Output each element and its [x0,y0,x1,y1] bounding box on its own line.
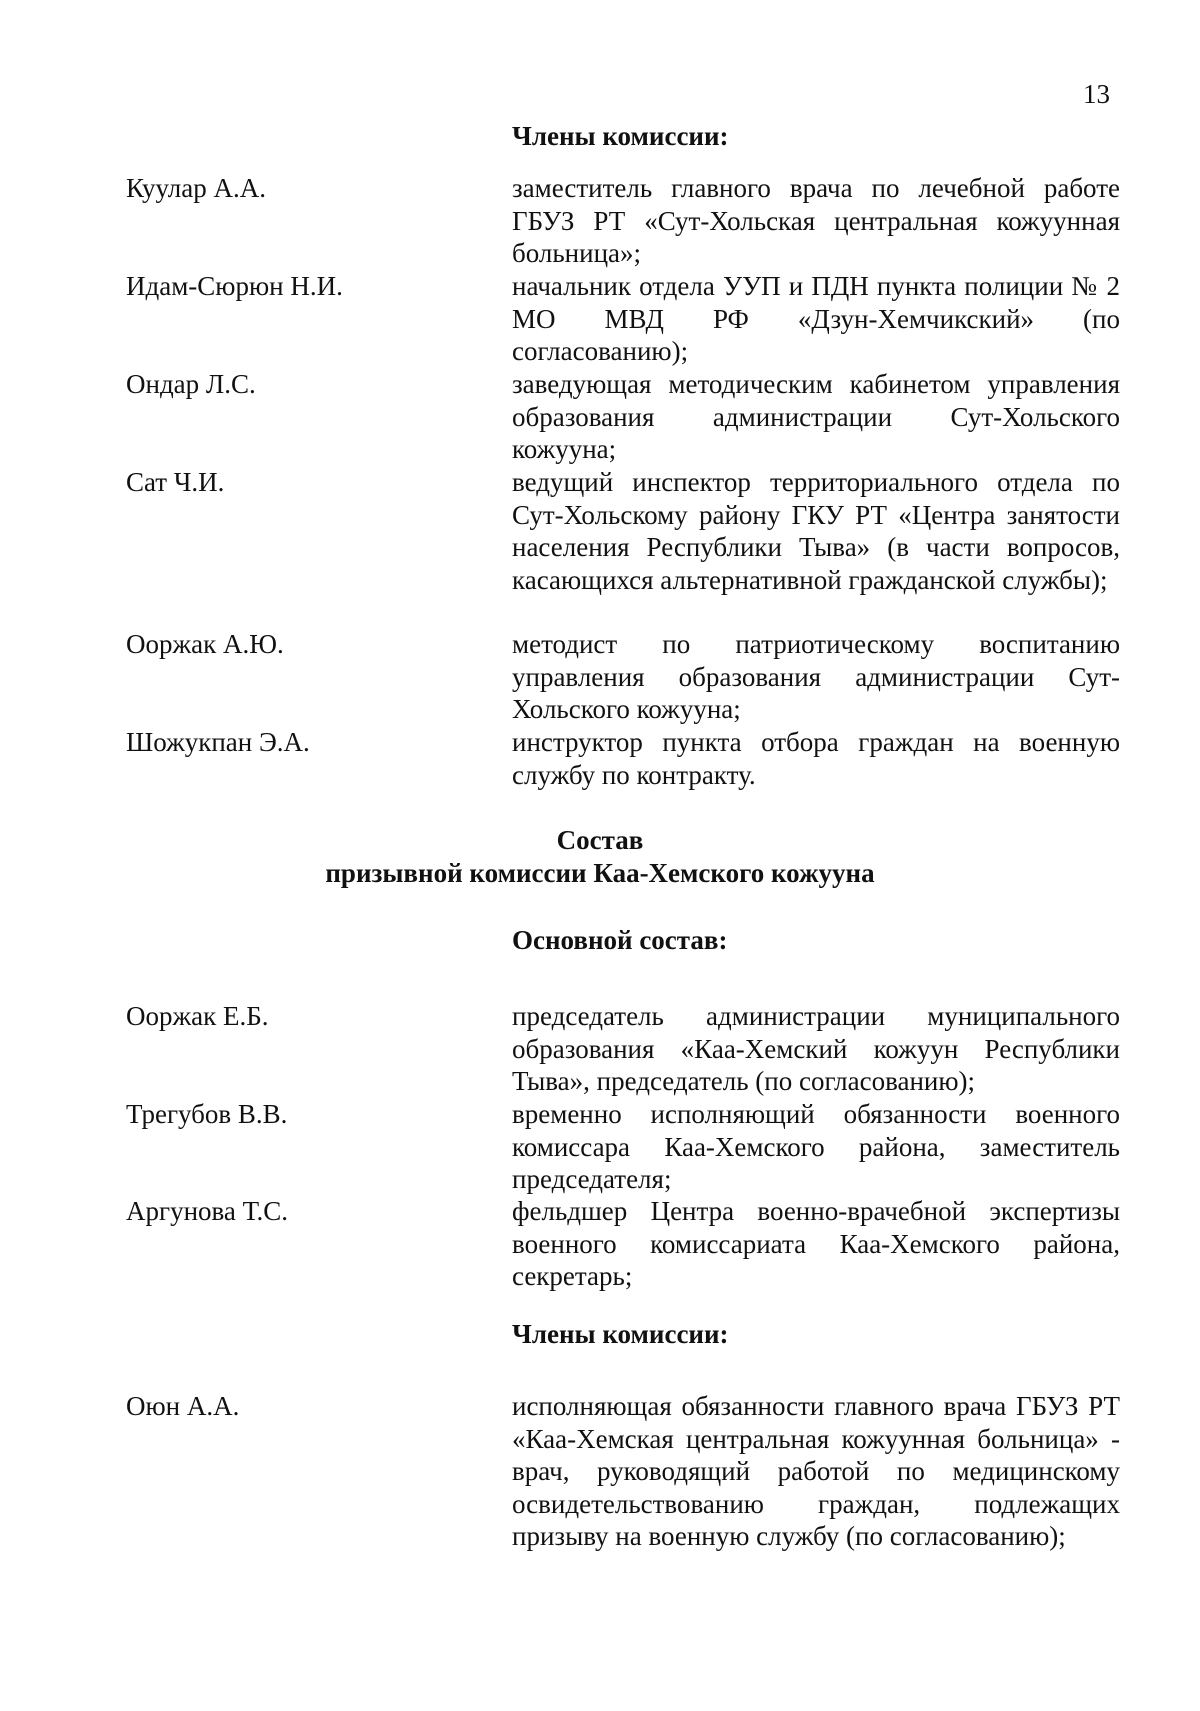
member-name: Ондар Л.С. [126,369,256,399]
member-name: Сат Ч.И. [126,467,225,497]
section-title: Состав [556,825,644,855]
member-name: Ооржак Е.Б. [126,1001,269,1031]
page-number: 13 [1083,79,1110,109]
member-role: методист по патриотическому воспитанию управления образования администрации Сут-Хольского кожууна; [512,629,1120,724]
member-name: Куулар А.А. [126,173,266,203]
members-heading-2: Члены комиссии: [512,1319,729,1349]
section-subtitle: призывной комиссии Каа-Хемского кожууна [325,858,875,888]
member-role: инструктор пункта отбора граждан на военную службу по контракту. [512,727,1120,790]
member-role: начальник отдела УУП и ПДН пункта полиции № 2 МО МВД РФ «Дзун-Хемчикский» (по согласованию); [512,271,1120,366]
member-name: Идам-Сюрюн Н.И. [126,271,343,301]
member-role: заместитель главного врача по лечебной работе ГБУЗ РТ «Сут-Хольская центральная кожуунная больница»; [512,173,1120,268]
member-role: фельдшер Центра военно-врачебной экспертизы военного комиссариата Каа-Хемского района, секретарь; [512,1196,1120,1291]
member-name: Трегубов В.В. [126,1099,288,1129]
member-name: Шожукпан Э.А. [126,727,310,757]
main-heading: Основной состав: [512,925,728,955]
members-heading-1: Члены комиссии: [512,121,729,151]
member-name: Ооржак А.Ю. [126,629,284,659]
member-role: временно исполняющий обязанности военного комиссара Каа-Хемского района, заместитель председателя; [512,1099,1120,1194]
member-name: Аргунова Т.С. [126,1196,288,1226]
member-role: ведущий инспектор территориального отдела по Сут-Хольскому району ГКУ РТ «Центра занятости населения Республики Тыва» (в части вопросов, касающихся альтернативной гражданской службы); [512,467,1120,595]
member-role: заведующая методическим кабинетом управления образования администрации Сут-Хольского кожууна; [512,369,1120,464]
member-role: исполняющая обязанности главного врача ГБУЗ РТ «Каа-Хемская центральная кожуунная больница» - врач, руководящий работой по медицинскому освидетельствованию граждан, подлежащих призыву на военную службу (по согласованию); [512,1391,1120,1551]
member-name: Оюн А.А. [126,1391,240,1421]
member-role: председатель администрации муниципального образования «Каа-Хемский кожуун Республики Тыва», председатель (по согласованию); [512,1001,1120,1096]
